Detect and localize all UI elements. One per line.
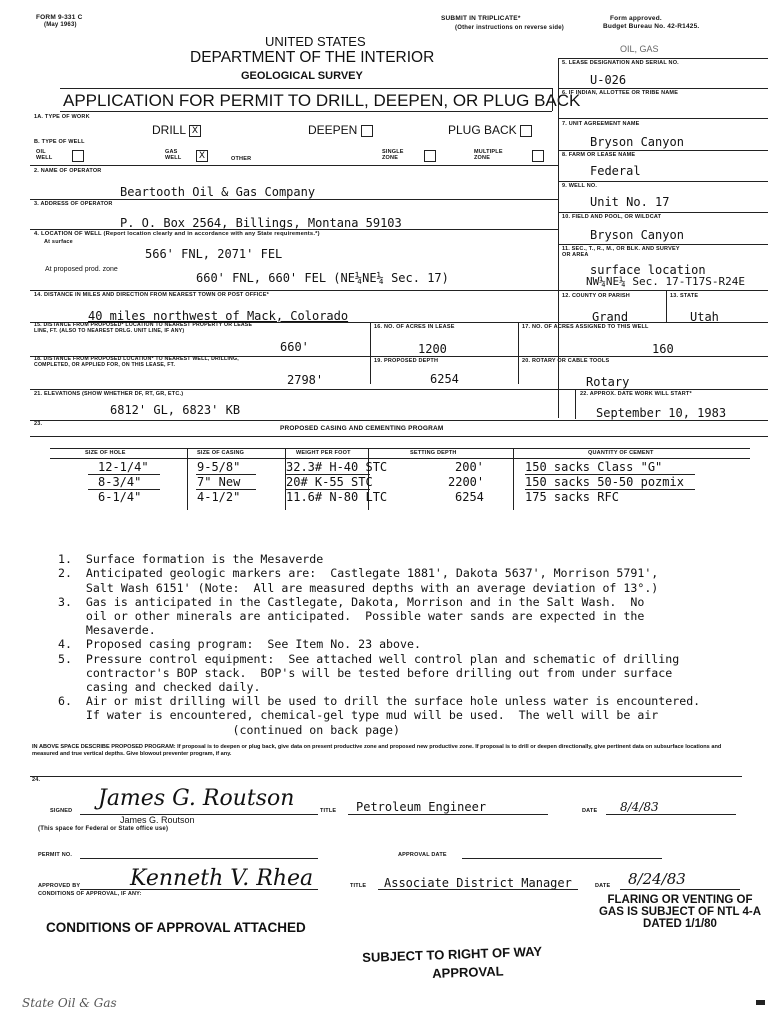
farm-lease-label: 8. FARM OR LEASE NAME bbox=[562, 152, 636, 158]
stamp-oil-gas: OIL, GAS bbox=[620, 44, 659, 54]
other-label: OTHER bbox=[231, 156, 252, 162]
well-no-value: Unit No. 17 bbox=[590, 195, 670, 209]
indian-label: 6. IF INDIAN, ALLOTTEE OR TRIBE NAME bbox=[562, 90, 679, 96]
submit-note: SUBMIT IN TRIPLICATE* bbox=[441, 15, 521, 22]
table-row-2-weight: 20# K-55 STC bbox=[286, 475, 373, 489]
rotary-value: Rotary bbox=[586, 375, 630, 389]
casing-item-number: 23. bbox=[34, 421, 43, 427]
operator-name-label: 2. NAME OF OPERATOR bbox=[34, 168, 102, 174]
form-date: (May 1963) bbox=[44, 22, 77, 28]
flaring-stamp bbox=[597, 894, 763, 930]
type-of-work-label: 1A. TYPE OF WORK bbox=[34, 114, 90, 120]
lease-label: 5. LEASE DESIGNATION AND SERIAL NO. bbox=[562, 60, 679, 66]
approver-title: Associate District Manager bbox=[384, 876, 572, 890]
at-surface-label: At surface bbox=[44, 239, 73, 245]
section-label: 11. SEC., T., R., M., OR BLK. AND SURVEY OR AREA bbox=[562, 246, 680, 259]
remark-line-6: Mesaverde. bbox=[58, 623, 156, 638]
table-row-1-weight: 32.3# H-40 STC bbox=[286, 460, 388, 474]
remarks-block bbox=[58, 538, 700, 751]
acres-assigned-label: 17. NO. OF ACRES ASSIGNED TO THIS WELL bbox=[522, 324, 649, 330]
single-zone-checkbox[interactable] bbox=[424, 150, 436, 162]
subject-row-stamp-2: APPROVAL bbox=[432, 963, 504, 981]
oil-well-checkbox[interactable] bbox=[72, 150, 84, 162]
approve-date: 8/24/83 bbox=[628, 870, 686, 888]
single-zone-label: SINGLE ZONE bbox=[382, 149, 404, 162]
deepen-option[interactable] bbox=[308, 123, 373, 137]
operator-signature: James G. Routson bbox=[98, 786, 295, 811]
agency-line-1: UNITED STATES bbox=[265, 34, 366, 49]
remark-line-1: 1. Surface formation is the Mesaverde bbox=[58, 552, 324, 567]
remark-line-3: Salt Wash 6151' (Note: All are measured depths with an average deviation of 13°.) bbox=[58, 580, 659, 595]
conditions-attached-stamp: CONDITIONS OF APPROVAL ATTACHED bbox=[46, 920, 306, 935]
table-row-2-cement: 150 sacks 50-50 pozmix bbox=[525, 475, 684, 489]
well-no-label: 9. WELL NO. bbox=[562, 183, 598, 189]
table-row-3-cement: 175 sacks RFC bbox=[525, 490, 619, 504]
farm-lease-value: Federal bbox=[590, 164, 641, 178]
drill-checkbox[interactable]: X bbox=[189, 125, 201, 137]
field-pool-value: Bryson Canyon bbox=[590, 228, 684, 242]
item-24-number: 24. bbox=[32, 777, 41, 783]
prop-line-label: 15. DISTANCE FROM PROPOSED* LOCATION TO NEAREST PROPERTY OR LEASE LINE, FT. (ALSO TO NEAREST DRLG. UNIT LINE, IF ANY) bbox=[34, 322, 253, 334]
unit-agreement-label: 7. UNIT AGREEMENT NAME bbox=[562, 121, 640, 127]
elevations-value: 6812' GL, 6823' KB bbox=[110, 403, 241, 417]
acres-lease-label: 16. NO. OF ACRES IN LEASE bbox=[374, 324, 455, 330]
plugback-checkbox[interactable] bbox=[520, 125, 532, 137]
gas-well-label: GAS WELL bbox=[165, 149, 182, 162]
form-title: APPLICATION FOR PERMIT TO DRILL, DEEPEN, OR PLUG BACK bbox=[63, 91, 581, 110]
approved-by-label: APPROVED BY bbox=[38, 883, 81, 889]
depth-value: 6254 bbox=[430, 372, 459, 386]
plugback-label: PLUG BACK bbox=[448, 123, 517, 137]
budget-bureau: Budget Bureau No. 42-R1425. bbox=[603, 23, 700, 30]
multiple-zone-label: MULTIPLE ZONE bbox=[474, 149, 503, 162]
agency-line-2: DEPARTMENT OF THE INTERIOR bbox=[190, 49, 435, 66]
federal-space-note: (This space for Federal or State office use) bbox=[38, 826, 169, 832]
lease-value: U-026 bbox=[590, 73, 627, 87]
operator-address-label: 3. ADDRESS OF OPERATOR bbox=[34, 201, 113, 207]
table-row-2-depth: 2200' bbox=[448, 475, 485, 489]
remark-line-4: 3. Gas is anticipated in the Castlegate, Dakota, Morrison and in the Salt Wash. No bbox=[58, 594, 645, 609]
signed-label: SIGNED bbox=[50, 808, 73, 814]
table-row-3-depth: 6254 bbox=[455, 490, 484, 504]
deepen-checkbox[interactable] bbox=[361, 125, 373, 137]
col-cement: QUANTITY OF CEMENT bbox=[588, 450, 654, 456]
permit-no-label: PERMIT NO. bbox=[38, 852, 73, 858]
bottom-handwritten-note: State Oil & Gas bbox=[22, 996, 117, 1010]
distance-value: 40 miles northwest of Mack, Colorado bbox=[88, 309, 349, 323]
remark-line-11: 6. Air or mist drilling will be used to drill the surface hole unless water is encountered. bbox=[58, 694, 701, 709]
depth-label: 19. PROPOSED DEPTH bbox=[374, 358, 439, 364]
elevations-label: 21. ELEVATIONS (SHOW WHETHER DF, RT, GR, ETC.) bbox=[34, 391, 184, 397]
col-weight: WEIGHT PER FOOT bbox=[296, 450, 351, 456]
remark-line-2: 2. Anticipated geologic markers are: Castlegate 1881', Dakota 5637', Morrison 5791', bbox=[58, 566, 659, 581]
remark-line-9: contractor's BOP stack. BOP's will be tested before drilling out from under surface bbox=[58, 665, 673, 680]
title-label-1: TITLE bbox=[320, 808, 337, 814]
above-space-note: IN ABOVE SPACE DESCRIBE PROPOSED PROGRAM: If proposal is to deepen or plug back, give data on present productive zone and proposed new productive zone. If proposal is to drill or deepen directionally, give pertinent data on subsurface locations and measured and true vertical depths. Give blowout preventer program, if any. bbox=[32, 744, 722, 758]
state-value: Utah bbox=[690, 310, 719, 324]
operator-address: P. O. Box 2564, Billings, Montana 59103 bbox=[120, 216, 402, 230]
remark-line-8: 5. Pressure control equipment: See attached well control plan and schematic of drilling bbox=[58, 651, 680, 666]
distance-label: 14. DISTANCE IN MILES AND DIRECTION FROM NEAREST TOWN OR POST OFFICE* bbox=[34, 292, 269, 298]
county-label: 12. COUNTY OR PARISH bbox=[562, 293, 630, 299]
operator-name: Beartooth Oil & Gas Company bbox=[120, 185, 316, 199]
col-hole-size: SIZE OF HOLE bbox=[85, 450, 126, 456]
page-mark bbox=[756, 1000, 765, 1005]
unit-agreement-value: Bryson Canyon bbox=[590, 135, 684, 149]
location-label: 4. LOCATION OF WELL (Report location clearly and in accordance with any State requirements.*) bbox=[34, 231, 320, 237]
remark-line-10: casing and checked daily. bbox=[58, 680, 261, 695]
other-instructions: (Other instructions on reverse side) bbox=[455, 25, 564, 31]
oil-well-label: OIL WELL bbox=[36, 149, 53, 162]
acres-lease-value: 1200 bbox=[418, 342, 447, 356]
section-value-2: NW¼NE¼ Sec. 17-T17S-R24E bbox=[586, 275, 745, 288]
agency-line-3: GEOLOGICAL SURVEY bbox=[241, 70, 363, 82]
at-surface-value: 566' FNL, 2071' FEL bbox=[145, 247, 283, 261]
approx-date-label: 22. APPROX. DATE WORK WILL START* bbox=[580, 391, 692, 397]
nearest-well-label: 18. DISTANCE FROM PROPOSED LOCATION* TO NEAREST WELL, DRILLING, COMPLETED, OR APPLIED FOR, ON THIS LEASE, FT. bbox=[34, 356, 239, 368]
nearest-well-value: 2798' bbox=[287, 373, 324, 387]
drill-option[interactable] bbox=[152, 123, 201, 137]
date-label-1: DATE bbox=[582, 808, 598, 814]
drill-label: DRILL bbox=[152, 123, 186, 137]
table-row-3-casing: 4-1/2" bbox=[197, 490, 241, 504]
prop-line-value: 660' bbox=[280, 340, 309, 354]
gas-well-checkbox[interactable]: X bbox=[196, 150, 208, 162]
multiple-zone-checkbox[interactable] bbox=[532, 150, 544, 162]
form-approved: Form approved. bbox=[610, 15, 662, 22]
table-row-3-hole: 6-1/4" bbox=[98, 490, 142, 504]
plugback-option[interactable] bbox=[448, 123, 532, 137]
subject-row-stamp-1: SUBJECT TO RIGHT OF WAY bbox=[362, 943, 543, 965]
date-label-2: DATE bbox=[595, 883, 611, 889]
approver-signature: Kenneth V. Rhea bbox=[130, 866, 314, 891]
county-value: Grand bbox=[592, 310, 629, 324]
deepen-label: DEEPEN bbox=[308, 123, 358, 137]
table-row-3-weight: 11.6# N-80 LTC bbox=[286, 490, 388, 504]
table-row-1-hole: 12-1/4" bbox=[98, 460, 149, 474]
rotary-label: 20. ROTARY OR CABLE TOOLS bbox=[522, 358, 610, 364]
approval-date-label: APPROVAL DATE bbox=[398, 852, 447, 858]
flaring-line-2: GAS IS SUBJECT OF NTL 4-A bbox=[598, 906, 762, 918]
acres-assigned-value: 160 bbox=[652, 342, 674, 356]
col-casing-size: SIZE OF CASING bbox=[197, 450, 245, 456]
signer-title: Petroleum Engineer bbox=[356, 800, 487, 814]
remark-line-13: (continued on back page) bbox=[58, 722, 401, 737]
flaring-line-3: DATED 1/1/80 bbox=[643, 918, 717, 930]
field-pool-label: 10. FIELD AND POOL, OR WILDCAT bbox=[562, 214, 662, 220]
col-depth: SETTING DEPTH bbox=[410, 450, 457, 456]
title-label-2: TITLE bbox=[350, 883, 367, 889]
remark-line-5: oil or other minerals are anticipated. Possible water sands are expected in the bbox=[58, 609, 645, 624]
table-row-1-casing: 9-5/8" bbox=[197, 460, 241, 474]
approx-date-value: September 10, 1983 bbox=[596, 406, 727, 420]
sign-date: 8/4/83 bbox=[620, 800, 659, 814]
type-of-well-label: B. TYPE OF WELL bbox=[34, 139, 85, 145]
state-label: 13. STATE bbox=[670, 293, 699, 299]
table-row-1-depth: 200' bbox=[455, 460, 484, 474]
conditions-label: CONDITIONS OF APPROVAL, IF ANY: bbox=[38, 891, 142, 897]
table-row-1-cement: 150 sacks Class "G" bbox=[525, 460, 663, 474]
remark-line-12: If water is encountered, chemical-gel type mud will be used. The well will be air bbox=[58, 708, 659, 723]
table-row-2-casing: 7" New bbox=[197, 475, 241, 489]
casing-title: PROPOSED CASING AND CEMENTING PROGRAM bbox=[280, 425, 444, 432]
flaring-line-1: FLARING OR VENTING OF bbox=[607, 894, 753, 906]
form-number: FORM 9-331 C bbox=[36, 14, 83, 21]
remark-line-7: 4. Proposed casing program: See Item No. 23 above. bbox=[58, 637, 421, 652]
signer-typed-name: James G. Routson bbox=[120, 815, 195, 825]
section-value-1: surface location bbox=[590, 263, 706, 277]
prod-zone-value: 660' FNL, 660' FEL (NE¼NE¼ Sec. 17) bbox=[196, 271, 449, 285]
table-row-2-hole: 8-3/4" bbox=[98, 475, 142, 489]
prod-zone-label: At proposed prod. zone bbox=[45, 266, 118, 273]
